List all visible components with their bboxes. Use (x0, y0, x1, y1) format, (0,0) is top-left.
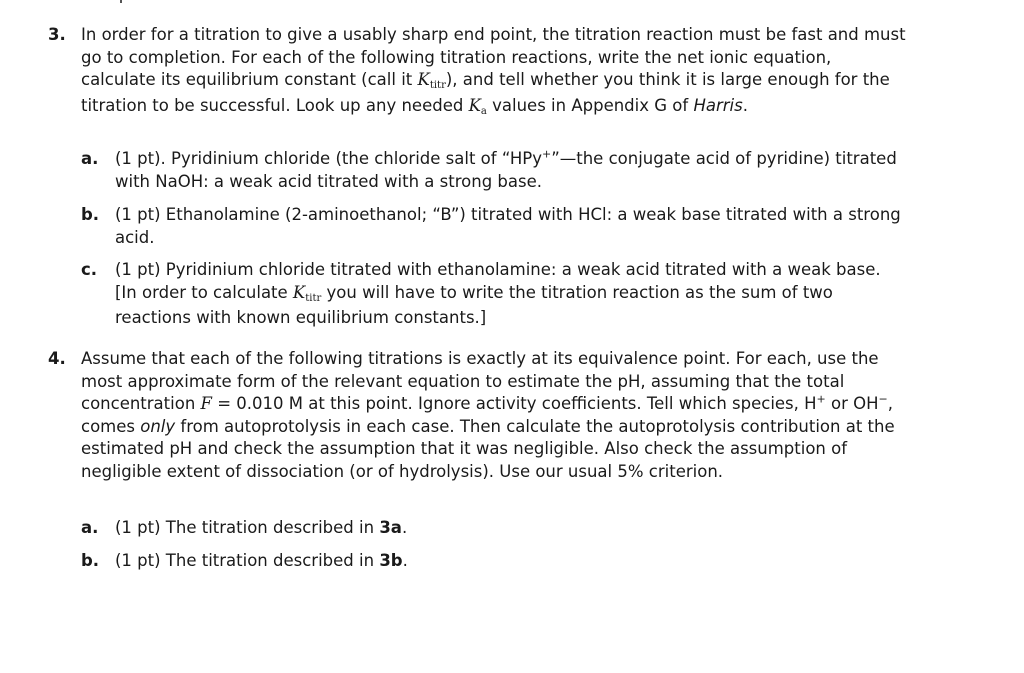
question-3-number: 3. (48, 25, 66, 44)
question-4b (81, 550, 901, 573)
reference-3b: 3b (379, 551, 403, 570)
question-4b-text: (1 pt) The titration described in 3b. (115, 551, 408, 570)
top-edge-mark (120, 0, 122, 3)
question-4-text: Assume that each of the following titrations is exactly at its equivalence point. For each, use the most approximate form of the relevant equation to estimate the pH, assuming that the total concentration F = 0.010 M at this point. Ignore activity coefficients. Tell which species, H+ or OH−, comes only from autoprotolysis in each case. Then calculate the autoprotolysis contribution at the estimated pH and check the assumption that it was negligible. Also check the assumption of negligible extent of dissociation (or of hydrolysis). Use our usual 5% criterion. (81, 349, 895, 481)
question-3 (48, 24, 908, 120)
question-3c-letter: c. (81, 260, 98, 279)
question-3c (81, 259, 901, 330)
question-3b-letter: b. (81, 205, 100, 224)
question-3a (81, 148, 901, 193)
book-title: Harris (693, 95, 743, 115)
question-3a-text: (1 pt). Pyridinium chloride (the chloride salt of “HPy+”—the conjugate acid of pyridine) titrated with NaOH: a weak acid titrated with a strong base. (115, 147, 897, 191)
question-3b (81, 204, 901, 249)
question-4 (48, 348, 908, 483)
reference-3a: 3a (379, 518, 402, 537)
question-4a-text: (1 pt) The titration described in 3a. (115, 518, 408, 537)
k-titr-symbol: Ktitr (292, 282, 322, 304)
question-3b-text: (1 pt) Ethanolamine (2-aminoethanol; “B”) titrated with HCl: a weak base titrated with a strong acid. (115, 205, 901, 247)
question-3c-text: (1 pt) Pyridinium chloride titrated with ethanolamine: a weak acid titrated with a weak base. [In order to calculate Ktitr you will have to write the titration reaction as the sum of two reactions with known equilibrium constants.] (115, 260, 881, 327)
question-3a-letter: a. (81, 149, 99, 168)
f-symbol: F (200, 394, 212, 413)
emphasis-only: only (140, 416, 176, 436)
question-4a (81, 517, 901, 540)
question-3-text: In order for a titration to give a usably sharp end point, the titration reaction must be fast and must go to completion. For each of the following titration reactions, write the net ionic equation, calculate its equilibrium constant (call it Ktitr), and tell whether you think it is large enough for the titration to be successful. Look up any needed Ka values in Appendix G of Harris. (81, 25, 906, 117)
ka-symbol: Ka (468, 95, 487, 117)
question-4b-letter: b. (81, 551, 100, 570)
k-titr-symbol: Ktitr (417, 70, 446, 91)
question-4-number: 4. (48, 349, 66, 368)
question-4a-letter: a. (81, 518, 99, 537)
